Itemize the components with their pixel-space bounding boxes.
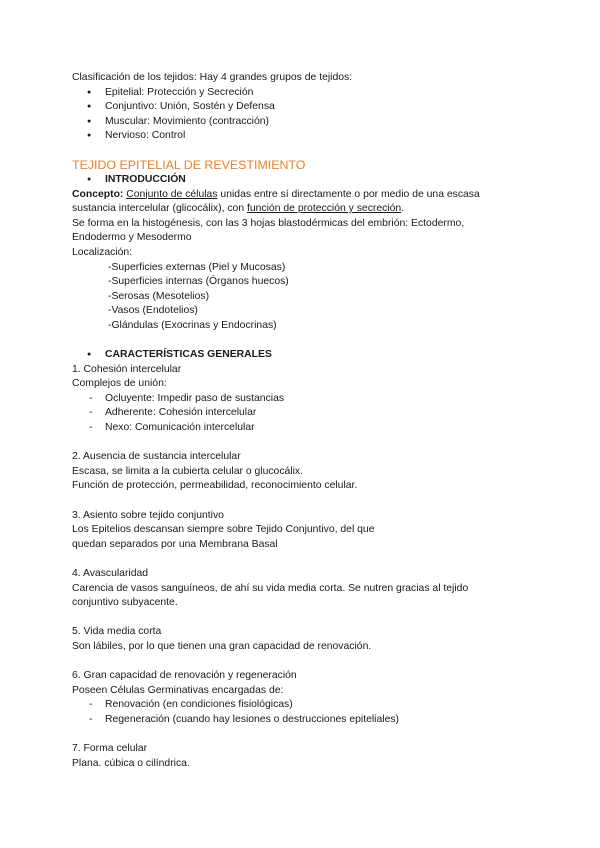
concept-text-2: sustancia intercelular (glicocálix), con bbox=[72, 203, 247, 215]
c5-title: 5. Vida media corta bbox=[72, 626, 162, 638]
list-item: ● Conjuntivo: Unión, Sostén y Defensa bbox=[86, 100, 542, 115]
c2-line: Escasa, se limita a la cubierta celular o glucocálix. bbox=[72, 465, 304, 477]
list-item: ● Epitelial: Protección y Secreción bbox=[86, 86, 542, 101]
concept-label: Concepto: bbox=[72, 188, 124, 200]
list-item: ● Muscular: Movimiento (contracción) bbox=[86, 115, 542, 130]
histogenesis-line-1: Se forma en la histogénesis, con las 3 hojas blastodérmicas del embrión: Ectodermo, bbox=[72, 217, 465, 229]
introduccion-heading: ● INTRODUCCIÓN bbox=[86, 173, 542, 188]
concept-text-1: unidas entre sí directamente o por medio de una escasa bbox=[217, 188, 480, 200]
concept-line-1 bbox=[72, 188, 542, 203]
c1-item: - Ocluyente: Impedir paso de sustancias bbox=[86, 392, 542, 407]
localizacion-item: -Superficies externas (Piel y Mucosas) bbox=[108, 261, 286, 273]
c3-title: 3. Asiento sobre tejido conjuntivo bbox=[72, 509, 224, 521]
c2-title: 2. Ausencia de sustancia intercelular bbox=[72, 451, 241, 463]
c1-sub: Complejos de unión: bbox=[72, 378, 167, 390]
c4-line: conjuntivo subyacente. bbox=[72, 597, 178, 609]
concept-text-end: . bbox=[401, 203, 405, 215]
c4-title: 4. Avascularidad bbox=[72, 568, 149, 579]
c6-item: - Renovación (en condiciones fisiológicas) bbox=[86, 698, 542, 713]
localizacion-label: Localización: bbox=[72, 246, 133, 258]
list-item: ● Nervioso: Control bbox=[86, 129, 542, 144]
classification-heading: Clasificación de los tejidos: Hay 4 grandes grupos de tejidos: bbox=[72, 72, 353, 83]
c6-item: - Regeneración (cuando hay lesiones o destrucciones epiteliales) bbox=[86, 713, 542, 728]
c1-item: - Adherente: Cohesión intercelular bbox=[86, 406, 542, 421]
c3-line: Los Epitelios descansan siempre sobre Tejido Conjuntivo, del que bbox=[72, 524, 375, 536]
c2-line: Función de protección, permeabilidad, reconocimiento celular. bbox=[72, 480, 358, 492]
localizacion-item: -Vasos (Endotelios) bbox=[108, 305, 198, 317]
section-title: TEJIDO EPITELIAL DE REVESTIMIENTO bbox=[72, 157, 306, 172]
concept-underlined-2: función de protección y secreción bbox=[246, 203, 402, 215]
c4-line: Carencia de vasos sanguíneos, de ahí su vida media corta. Se nutren gracias al tejido bbox=[72, 582, 469, 594]
c1-title: 1. Cohesión intercelular bbox=[72, 363, 182, 375]
localizacion-item: -Glándulas (Exocrinas y Endocrinas) bbox=[108, 319, 277, 331]
c3-line: quedan separados por una Membrana Basal bbox=[72, 538, 278, 550]
concept-underlined-1: Conjunto de células bbox=[126, 188, 218, 200]
localizacion-item: -Serosas (Mesotelios) bbox=[108, 290, 210, 302]
c5-line: Son lábiles, por lo que tienen una gran capacidad de renovación. bbox=[72, 640, 372, 652]
concept-line-2 bbox=[72, 202, 542, 217]
c7-title: 7. Forma celular bbox=[72, 743, 148, 755]
c6-sub: Poseen Células Germinativas encargadas de: bbox=[72, 684, 284, 696]
c7-line: Plana. cúbica o cilíndrica. bbox=[72, 757, 190, 769]
histogenesis-line-2: Endodermo y Mesodermo bbox=[72, 232, 192, 244]
c6-title: 6. Gran capacidad de renovación y regeneración bbox=[72, 670, 297, 682]
c1-item: - Nexo: Comunicación intercelular bbox=[86, 421, 542, 436]
localizacion-item: -Superficies internas (Órganos huecos) bbox=[108, 276, 289, 288]
document-page bbox=[72, 71, 542, 771]
caracteristicas-heading: ● CARACTERÍSTICAS GENERALES bbox=[86, 348, 542, 363]
